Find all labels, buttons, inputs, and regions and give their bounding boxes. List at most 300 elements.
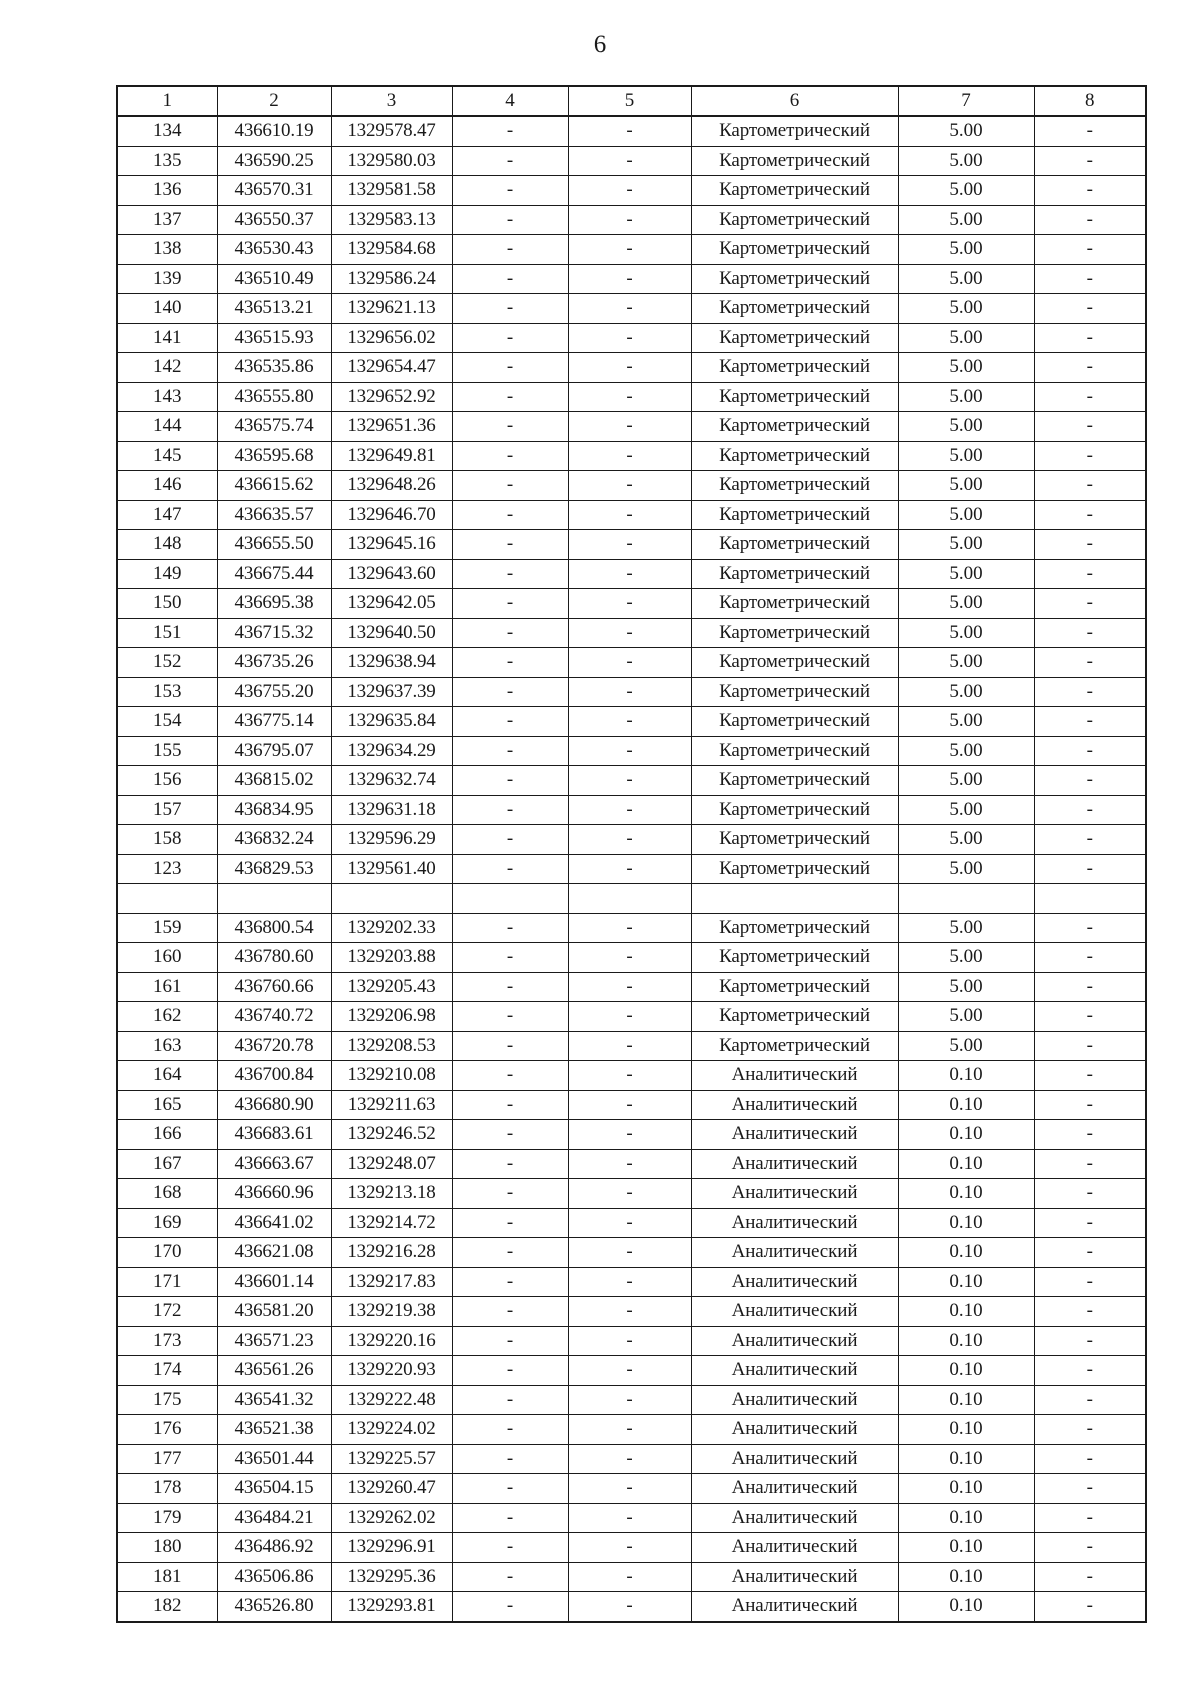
table-row [117, 1503, 1146, 1533]
y-coordinate-cell: 1329596.29 [331, 825, 452, 855]
accuracy-cell: 0.10 [898, 1238, 1034, 1268]
y-coordinate-cell: 1329651.36 [331, 412, 452, 442]
table-row [117, 1267, 1146, 1297]
y-coordinate-cell: 1329208.53 [331, 1031, 452, 1061]
point-number-cell: 138 [117, 235, 217, 265]
accuracy-cell: 5.00 [898, 766, 1034, 796]
col-8-value-cell: - [1034, 589, 1146, 619]
col-4-value-cell: - [452, 1415, 568, 1445]
col-8-value-cell: - [1034, 1267, 1146, 1297]
table-row [117, 1415, 1146, 1445]
col-8-value-cell: - [1034, 1444, 1146, 1474]
x-coordinate-cell: 436829.53 [217, 854, 331, 884]
point-number-cell: 137 [117, 205, 217, 235]
accuracy-cell: 0.10 [898, 1356, 1034, 1386]
col-5-value-cell: - [568, 1061, 691, 1091]
y-coordinate-cell: 1329210.08 [331, 1061, 452, 1091]
method-cell: Картометрический [691, 677, 898, 707]
col-5-value-cell: - [568, 1031, 691, 1061]
table-row [117, 707, 1146, 737]
col-4-value-cell: - [452, 1503, 568, 1533]
col-4-value-cell: - [452, 1120, 568, 1150]
col-8-value-cell: - [1034, 294, 1146, 324]
y-coordinate-cell: 1329640.50 [331, 618, 452, 648]
point-number-cell: 162 [117, 1002, 217, 1032]
x-coordinate-cell: 436755.20 [217, 677, 331, 707]
x-coordinate-cell: 436740.72 [217, 1002, 331, 1032]
method-cell: Картометрический [691, 176, 898, 206]
method-cell: Картометрический [691, 146, 898, 176]
y-coordinate-cell: 1329211.63 [331, 1090, 452, 1120]
table-row [117, 1562, 1146, 1592]
table-row [117, 559, 1146, 589]
y-coordinate-cell: 1329638.94 [331, 648, 452, 678]
accuracy-cell: 5.00 [898, 589, 1034, 619]
col-4-value-cell: - [452, 1592, 568, 1622]
point-number-cell: 152 [117, 648, 217, 678]
y-coordinate-cell: 1329586.24 [331, 264, 452, 294]
table-row [117, 116, 1146, 146]
point-number-cell: 182 [117, 1592, 217, 1622]
table-row [117, 1031, 1146, 1061]
method-cell: Аналитический [691, 1533, 898, 1563]
x-coordinate-cell: 436663.67 [217, 1149, 331, 1179]
col-8-value-cell: - [1034, 1031, 1146, 1061]
point-number-cell: 178 [117, 1474, 217, 1504]
point-number-cell: 136 [117, 176, 217, 206]
point-number-cell: 149 [117, 559, 217, 589]
table-row [117, 943, 1146, 973]
y-coordinate-cell: 1329584.68 [331, 235, 452, 265]
y-coordinate-cell: 1329656.02 [331, 323, 452, 353]
accuracy-cell: 0.10 [898, 1592, 1034, 1622]
y-coordinate-cell: 1329578.47 [331, 116, 452, 146]
point-number-cell: 148 [117, 530, 217, 560]
col-4-value-cell: - [452, 382, 568, 412]
col-5-value-cell: - [568, 766, 691, 796]
x-coordinate-cell: 436660.96 [217, 1179, 331, 1209]
x-coordinate-cell: 436680.90 [217, 1090, 331, 1120]
point-number-cell: 154 [117, 707, 217, 737]
accuracy-cell: 5.00 [898, 412, 1034, 442]
point-number-cell: 164 [117, 1061, 217, 1091]
col-4-value-cell: - [452, 854, 568, 884]
col-8-value-cell: - [1034, 795, 1146, 825]
table-row [117, 353, 1146, 383]
table-row [117, 1120, 1146, 1150]
col-8-value-cell: - [1034, 1208, 1146, 1238]
y-coordinate-cell: 1329222.48 [331, 1385, 452, 1415]
col-5-value-cell: - [568, 205, 691, 235]
x-coordinate-cell: 436834.95 [217, 795, 331, 825]
accuracy-cell: 0.10 [898, 1061, 1034, 1091]
x-coordinate-cell: 436555.80 [217, 382, 331, 412]
col-5-value-cell: - [568, 530, 691, 560]
col-4-value-cell: - [452, 707, 568, 737]
accuracy-cell: 5.00 [898, 471, 1034, 501]
method-cell: Картометрический [691, 116, 898, 146]
table-row [117, 294, 1146, 324]
col-8-value-cell: - [1034, 1179, 1146, 1209]
point-number-cell: 144 [117, 412, 217, 442]
col-8-value-cell: - [1034, 1297, 1146, 1327]
accuracy-cell: 5.00 [898, 146, 1034, 176]
col-4-value-cell: - [452, 589, 568, 619]
accuracy-cell: 5.00 [898, 854, 1034, 884]
col-8-value-cell: - [1034, 972, 1146, 1002]
col-4-value-cell: - [452, 235, 568, 265]
col-5-value-cell: - [568, 854, 691, 884]
accuracy-cell: 0.10 [898, 1179, 1034, 1209]
table-row [117, 825, 1146, 855]
x-coordinate-cell: 436715.32 [217, 618, 331, 648]
accuracy-cell: 5.00 [898, 235, 1034, 265]
col-8-value-cell: - [1034, 1061, 1146, 1091]
col-4-value-cell: - [452, 1061, 568, 1091]
point-number-cell: 134 [117, 116, 217, 146]
col-5-value-cell: - [568, 500, 691, 530]
point-number-cell: 179 [117, 1503, 217, 1533]
accuracy-cell: 5.00 [898, 116, 1034, 146]
col-5-value-cell: - [568, 176, 691, 206]
col-8-value-cell: - [1034, 471, 1146, 501]
accuracy-cell: 5.00 [898, 205, 1034, 235]
table-header-row [117, 86, 1146, 116]
y-coordinate-cell: 1329580.03 [331, 146, 452, 176]
accuracy-cell: 5.00 [898, 825, 1034, 855]
y-coordinate-cell: 1329652.92 [331, 382, 452, 412]
table-row [117, 146, 1146, 176]
table-row [117, 589, 1146, 619]
col-4-value-cell: - [452, 353, 568, 383]
x-coordinate-cell: 436780.60 [217, 943, 331, 973]
table-row [117, 736, 1146, 766]
col-5-value-cell: - [568, 1562, 691, 1592]
method-cell: Картометрический [691, 441, 898, 471]
col-5-value-cell: - [568, 116, 691, 146]
y-coordinate-cell: 1329216.28 [331, 1238, 452, 1268]
y-coordinate-cell: 1329634.29 [331, 736, 452, 766]
method-cell: Аналитический [691, 1592, 898, 1622]
col-4-value-cell: - [452, 1474, 568, 1504]
table-row [117, 235, 1146, 265]
method-cell: Картометрический [691, 972, 898, 1002]
point-number-cell: 176 [117, 1415, 217, 1445]
y-coordinate-cell: 1329205.43 [331, 972, 452, 1002]
x-coordinate-cell: 436581.20 [217, 1297, 331, 1327]
point-number-cell: 175 [117, 1385, 217, 1415]
table-row [117, 1326, 1146, 1356]
accuracy-cell: 5.00 [898, 441, 1034, 471]
col-4-value-cell: - [452, 1385, 568, 1415]
col-8-value-cell: - [1034, 412, 1146, 442]
col-5-value-cell: - [568, 795, 691, 825]
y-coordinate-cell: 1329621.13 [331, 294, 452, 324]
col-5-value-cell: - [568, 264, 691, 294]
accuracy-cell: 5.00 [898, 1002, 1034, 1032]
col-8-value-cell: - [1034, 353, 1146, 383]
x-coordinate-cell: 436484.21 [217, 1503, 331, 1533]
col-8-value-cell: - [1034, 382, 1146, 412]
table-row [117, 471, 1146, 501]
col-5-value-cell: - [568, 1326, 691, 1356]
method-cell: Аналитический [691, 1149, 898, 1179]
col-8-value-cell: - [1034, 1503, 1146, 1533]
point-number-cell: 123 [117, 854, 217, 884]
y-coordinate-cell: 1329648.26 [331, 471, 452, 501]
col-5-value-cell: - [568, 618, 691, 648]
method-cell: Картометрический [691, 264, 898, 294]
x-coordinate-cell: 436575.74 [217, 412, 331, 442]
method-cell: Картометрический [691, 382, 898, 412]
col-4-value-cell: - [452, 1149, 568, 1179]
col-8-value-cell: - [1034, 500, 1146, 530]
col-8-value-cell: - [1034, 1592, 1146, 1622]
table-row [117, 1149, 1146, 1179]
col-8-value-cell: - [1034, 116, 1146, 146]
table-row [117, 323, 1146, 353]
accuracy-cell [898, 884, 1034, 914]
col-5-value-cell: - [568, 559, 691, 589]
accuracy-cell: 5.00 [898, 264, 1034, 294]
table-row [117, 677, 1146, 707]
col-5-value-cell: - [568, 323, 691, 353]
y-coordinate-cell: 1329246.52 [331, 1120, 452, 1150]
y-coordinate-cell: 1329214.72 [331, 1208, 452, 1238]
table-row [117, 648, 1146, 678]
col-4-value-cell: - [452, 1297, 568, 1327]
accuracy-cell: 0.10 [898, 1415, 1034, 1445]
coordinates-table [116, 85, 1147, 1623]
point-number-cell: 155 [117, 736, 217, 766]
col-4-value-cell: - [452, 500, 568, 530]
point-number-cell: 168 [117, 1179, 217, 1209]
table-row [117, 1356, 1146, 1386]
point-number-cell: 142 [117, 353, 217, 383]
method-cell: Картометрический [691, 530, 898, 560]
accuracy-cell: 0.10 [898, 1267, 1034, 1297]
col-5-value-cell: - [568, 146, 691, 176]
method-cell: Аналитический [691, 1474, 898, 1504]
x-coordinate-cell: 436506.86 [217, 1562, 331, 1592]
method-cell: Картометрический [691, 235, 898, 265]
col-5-value-cell: - [568, 1503, 691, 1533]
col-5-value-cell: - [568, 648, 691, 678]
col-8-value-cell: - [1034, 1120, 1146, 1150]
table-row [117, 913, 1146, 943]
table-row [117, 382, 1146, 412]
col-8-value-cell: - [1034, 264, 1146, 294]
y-coordinate-cell: 1329645.16 [331, 530, 452, 560]
col-8-value-cell: - [1034, 1356, 1146, 1386]
table-row [117, 766, 1146, 796]
method-cell: Аналитический [691, 1444, 898, 1474]
col-8-value-cell: - [1034, 1090, 1146, 1120]
col-5-value-cell: - [568, 736, 691, 766]
x-coordinate-cell: 436526.80 [217, 1592, 331, 1622]
y-coordinate-cell: 1329217.83 [331, 1267, 452, 1297]
x-coordinate-cell: 436513.21 [217, 294, 331, 324]
point-number-cell: 141 [117, 323, 217, 353]
point-number-cell: 177 [117, 1444, 217, 1474]
col-8-value-cell: - [1034, 559, 1146, 589]
point-number-cell: 159 [117, 913, 217, 943]
x-coordinate-cell: 436795.07 [217, 736, 331, 766]
y-coordinate-cell [331, 884, 452, 914]
col-5-value-cell: - [568, 412, 691, 442]
x-coordinate-cell: 436775.14 [217, 707, 331, 737]
col-4-value-cell: - [452, 618, 568, 648]
point-number-cell: 140 [117, 294, 217, 324]
col-5-value-cell: - [568, 1356, 691, 1386]
col-4-value-cell: - [452, 648, 568, 678]
table-row [117, 205, 1146, 235]
col-4-value-cell: - [452, 530, 568, 560]
point-number-cell: 173 [117, 1326, 217, 1356]
y-coordinate-cell: 1329220.16 [331, 1326, 452, 1356]
col-8-value-cell: - [1034, 707, 1146, 737]
point-number-cell: 174 [117, 1356, 217, 1386]
table-row [117, 441, 1146, 471]
col-5-value-cell: - [568, 913, 691, 943]
table-row [117, 264, 1146, 294]
col-5-value-cell: - [568, 471, 691, 501]
col-5-value-cell: - [568, 1002, 691, 1032]
table-row [117, 500, 1146, 530]
col-4-value-cell: - [452, 1356, 568, 1386]
x-coordinate-cell [217, 884, 331, 914]
col-8-value-cell: - [1034, 1326, 1146, 1356]
accuracy-cell: 0.10 [898, 1474, 1034, 1504]
method-cell: Картометрический [691, 795, 898, 825]
method-cell: Аналитический [691, 1120, 898, 1150]
col-8-value-cell: - [1034, 1149, 1146, 1179]
col-4-value-cell: - [452, 441, 568, 471]
point-number-cell: 165 [117, 1090, 217, 1120]
point-number-cell: 139 [117, 264, 217, 294]
col-4-value-cell: - [452, 1444, 568, 1474]
accuracy-cell: 5.00 [898, 294, 1034, 324]
y-coordinate-cell: 1329631.18 [331, 795, 452, 825]
x-coordinate-cell: 436590.25 [217, 146, 331, 176]
col-8-value-cell: - [1034, 205, 1146, 235]
col-5-value-cell: - [568, 1415, 691, 1445]
point-number-cell: 172 [117, 1297, 217, 1327]
col-4-value-cell: - [452, 1326, 568, 1356]
accuracy-cell: 5.00 [898, 382, 1034, 412]
y-coordinate-cell: 1329220.93 [331, 1356, 452, 1386]
x-coordinate-cell: 436521.38 [217, 1415, 331, 1445]
method-cell: Картометрический [691, 943, 898, 973]
accuracy-cell: 5.00 [898, 353, 1034, 383]
col-4-value-cell: - [452, 1267, 568, 1297]
table-row [117, 412, 1146, 442]
y-coordinate-cell: 1329583.13 [331, 205, 452, 235]
method-cell: Картометрический [691, 1002, 898, 1032]
x-coordinate-cell: 436615.62 [217, 471, 331, 501]
col-5-value-cell: - [568, 1267, 691, 1297]
method-cell: Картометрический [691, 648, 898, 678]
col-4-value-cell: - [452, 1090, 568, 1120]
accuracy-cell: 0.10 [898, 1297, 1034, 1327]
x-coordinate-cell: 436486.92 [217, 1533, 331, 1563]
accuracy-cell: 5.00 [898, 736, 1034, 766]
y-coordinate-cell: 1329293.81 [331, 1592, 452, 1622]
x-coordinate-cell: 436683.61 [217, 1120, 331, 1150]
col-4-value-cell: - [452, 1002, 568, 1032]
x-coordinate-cell: 436535.86 [217, 353, 331, 383]
method-cell [691, 884, 898, 914]
y-coordinate-cell: 1329637.39 [331, 677, 452, 707]
method-cell: Аналитический [691, 1503, 898, 1533]
x-coordinate-cell: 436570.31 [217, 176, 331, 206]
col-4-value-cell: - [452, 176, 568, 206]
col-4-value-cell: - [452, 471, 568, 501]
col-5-value-cell: - [568, 589, 691, 619]
method-cell: Картометрический [691, 559, 898, 589]
table-row [117, 972, 1146, 1002]
table-row [117, 1533, 1146, 1563]
point-number-cell: 146 [117, 471, 217, 501]
y-coordinate-cell: 1329581.58 [331, 176, 452, 206]
page-number: 6 [593, 31, 607, 58]
col-8-value-cell: - [1034, 677, 1146, 707]
accuracy-cell: 0.10 [898, 1503, 1034, 1533]
point-number-cell: 170 [117, 1238, 217, 1268]
point-number-cell: 153 [117, 677, 217, 707]
table-row [117, 1061, 1146, 1091]
method-cell: Картометрический [691, 589, 898, 619]
y-coordinate-cell: 1329643.60 [331, 559, 452, 589]
method-cell: Картометрический [691, 294, 898, 324]
accuracy-cell: 0.10 [898, 1090, 1034, 1120]
col-4-value-cell: - [452, 146, 568, 176]
y-coordinate-cell: 1329642.05 [331, 589, 452, 619]
col-8-value-cell: - [1034, 943, 1146, 973]
accuracy-cell: 0.10 [898, 1385, 1034, 1415]
col-5-value-cell: - [568, 294, 691, 324]
col-8-value-cell: - [1034, 1533, 1146, 1563]
method-cell: Аналитический [691, 1356, 898, 1386]
accuracy-cell: 0.10 [898, 1444, 1034, 1474]
column-header-6: 6 [691, 86, 898, 116]
point-number-cell: 135 [117, 146, 217, 176]
x-coordinate-cell: 436815.02 [217, 766, 331, 796]
accuracy-cell: 5.00 [898, 913, 1034, 943]
x-coordinate-cell: 436541.32 [217, 1385, 331, 1415]
col-4-value-cell: - [452, 943, 568, 973]
y-coordinate-cell: 1329213.18 [331, 1179, 452, 1209]
method-cell: Аналитический [691, 1562, 898, 1592]
point-number-cell: 166 [117, 1120, 217, 1150]
col-8-value-cell: - [1034, 176, 1146, 206]
point-number-cell: 169 [117, 1208, 217, 1238]
table-row [117, 1179, 1146, 1209]
col-5-value-cell: - [568, 1474, 691, 1504]
x-coordinate-cell: 436621.08 [217, 1238, 331, 1268]
col-4-value-cell: - [452, 677, 568, 707]
x-coordinate-cell: 436571.23 [217, 1326, 331, 1356]
accuracy-cell: 0.10 [898, 1120, 1034, 1150]
col-4-value-cell: - [452, 795, 568, 825]
col-4-value-cell: - [452, 766, 568, 796]
column-header-4: 4 [452, 86, 568, 116]
table-row [117, 1002, 1146, 1032]
table-row [117, 795, 1146, 825]
col-8-value-cell: - [1034, 854, 1146, 884]
x-coordinate-cell: 436510.49 [217, 264, 331, 294]
y-coordinate-cell: 1329295.36 [331, 1562, 452, 1592]
